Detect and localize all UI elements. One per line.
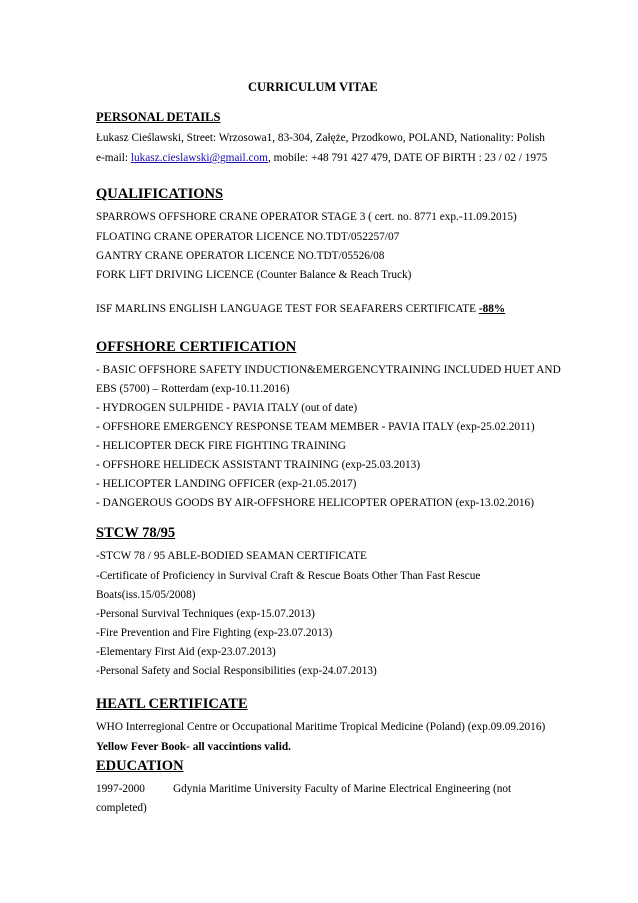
qualification-item: FORK LIFT DRIVING LICENCE (Counter Balance & Reach Truck) <box>96 269 412 281</box>
education-description: Gdynia Maritime University Faculty of Marine Electrical Engineering (not <box>173 783 512 795</box>
education-heading: EDUCATION <box>96 758 184 774</box>
education-row <box>96 782 576 796</box>
email-link[interactable]: lukasz.cieslawski@gmail.com <box>130 152 268 164</box>
education-years: 1997-2000 <box>96 783 145 795</box>
offshore-item: EBS (5700) – Rotterdam (exp-10.11.2016) <box>96 383 290 395</box>
stcw-item: Boats(iss.15/05/2008) <box>96 589 196 601</box>
offshore-item: - HELICOPTER LANDING OFFICER (exp-21.05.2017) <box>96 478 357 490</box>
offshore-item: - HELICOPTER DECK FIRE FIGHTING TRAINING <box>96 440 346 452</box>
stcw-item: -Elementary First Aid (exp-23.07.2013) <box>96 646 276 658</box>
qualification-item: FLOATING CRANE OPERATOR LICENCE NO.TDT/052257/07 <box>96 231 400 243</box>
offshore-item: - OFFSHORE EMERGENCY RESPONSE TEAM MEMBER - PAVIA ITALY (exp-25.02.2011) <box>96 421 535 433</box>
isf-certificate-text: ISF MARLINS ENGLISH LANGUAGE TEST FOR SEAFARERS CERTIFICATE <box>96 303 479 315</box>
stcw-heading: STCW 78/95 <box>96 525 176 541</box>
offshore-item: - DANGEROUS GOODS BY AIR-OFFSHORE HELICOPTER OPERATION (exp-13.02.2016) <box>96 497 534 509</box>
stcw-item: -Personal Safety and Social Responsibilities (exp-24.07.2013) <box>96 665 377 677</box>
stcw-item: -STCW 78 / 95 ABLE-BODIED SEAMAN CERTIFICATE <box>96 550 367 562</box>
isf-score: -88% <box>478 303 506 315</box>
stcw-item: -Fire Prevention and Fire Fighting (exp-23.07.2013) <box>96 627 333 639</box>
personal-details-heading: PERSONAL DETAILS <box>96 110 221 124</box>
health-certificate-heading: HEATL CERTIFICATE <box>96 696 248 712</box>
yellow-fever-line: Yellow Fever Book- all vaccintions valid. <box>96 741 291 753</box>
email-label: e-mail: <box>96 152 131 164</box>
qualification-item: SPARROWS OFFSHORE CRANE OPERATOR STAGE 3 ( cert. no. 8771 exp.-11.09.2015) <box>96 211 517 223</box>
document-title: CURRICULUM VITAE <box>248 80 378 94</box>
stcw-item: -Certificate of Proficiency in Survival Craft & Rescue Boats Other Than Fast Rescue <box>96 570 481 582</box>
personal-details-line: Łukasz Cieślawski, Street: Wrzosowa1, 83-304, Załęże, Przodkowo, POLAND, Nationality: Polish <box>96 132 545 144</box>
offshore-item: - BASIC OFFSHORE SAFETY INDUCTION&EMERGENCYTRAINING INCLUDED HUET AND <box>96 364 561 376</box>
qualifications-heading: QUALIFICATIONS <box>96 186 224 202</box>
offshore-item: - HYDROGEN SULPHIDE - PAVIA ITALY (out of date) <box>96 402 358 414</box>
education-description-continued: completed) <box>96 802 147 814</box>
contact-details: , mobile: +48 791 427 479, DATE OF BIRTH : 23 / 02 / 1975 <box>267 152 548 164</box>
isf-certificate-line <box>96 302 505 316</box>
contact-line <box>96 151 547 165</box>
offshore-certification-heading: OFFSHORE CERTIFICATION <box>96 339 297 355</box>
stcw-item: -Personal Survival Techniques (exp-15.07.2013) <box>96 608 315 620</box>
offshore-item: - OFFSHORE HELIDECK ASSISTANT TRAINING (exp-25.03.2013) <box>96 459 421 471</box>
qualification-item: GANTRY CRANE OPERATOR LICENCE NO.TDT/05526/08 <box>96 250 385 262</box>
health-certificate-line: WHO Interregional Centre or Occupational Maritime Tropical Medicine (Poland) (exp.09.09.2016) <box>96 721 546 733</box>
